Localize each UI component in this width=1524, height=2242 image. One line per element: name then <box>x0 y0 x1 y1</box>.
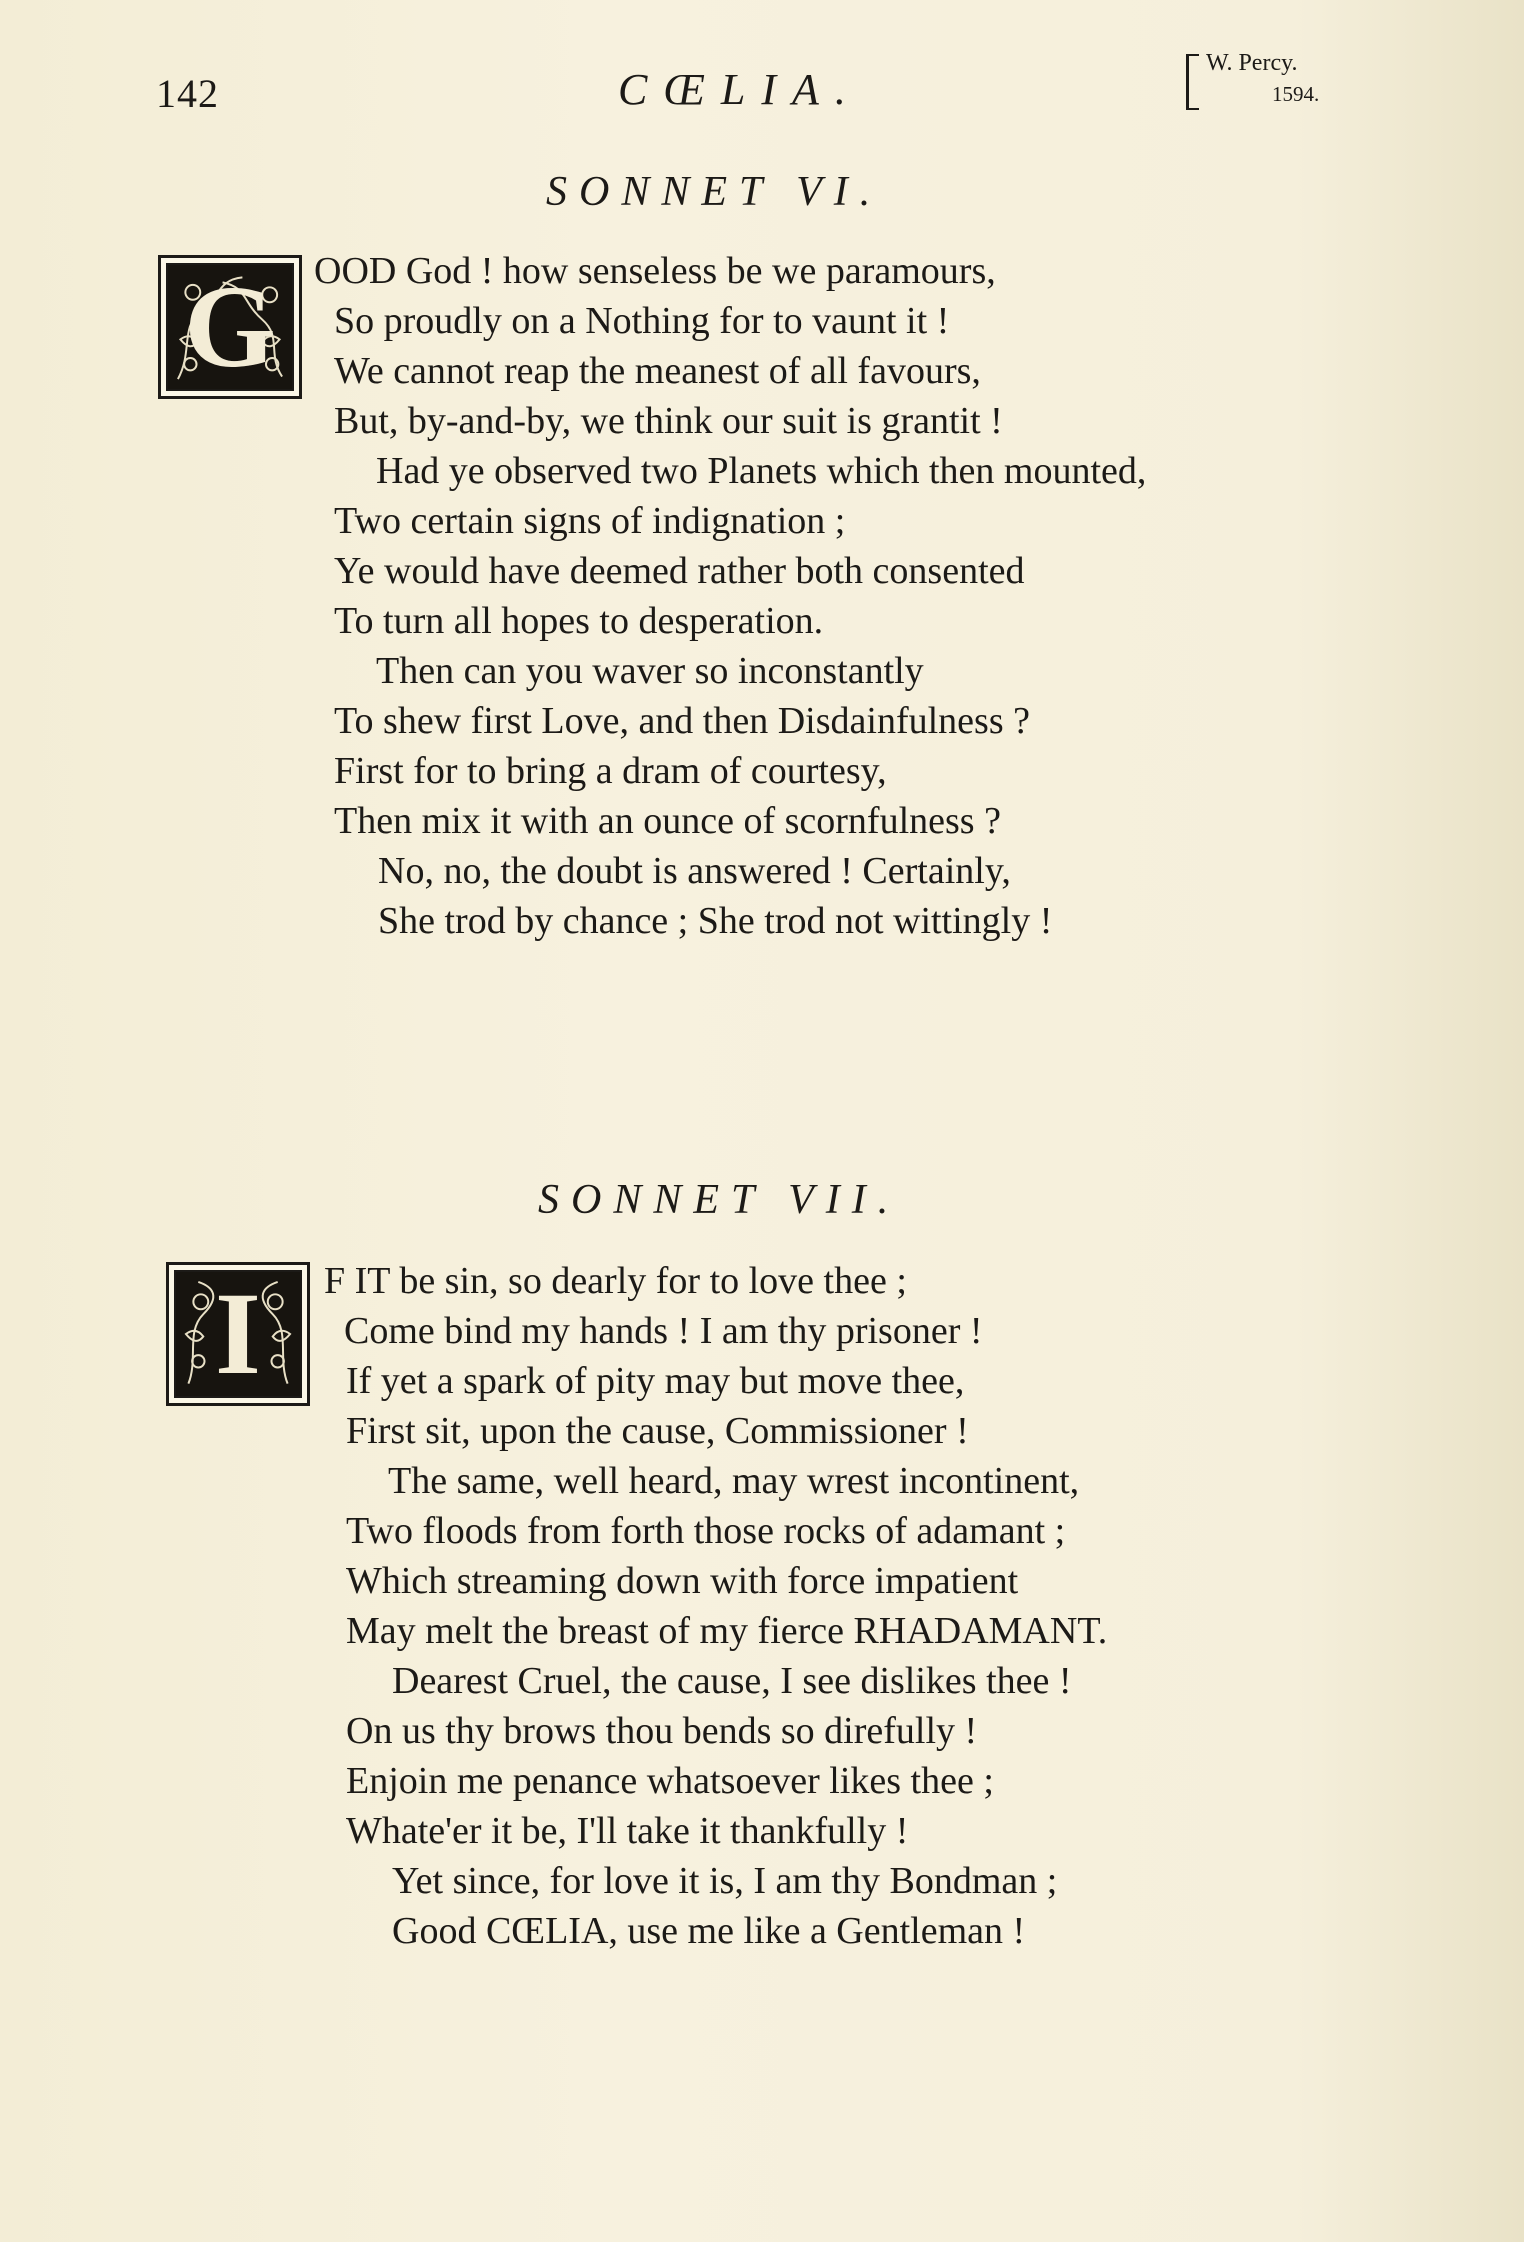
verse-line: On us thy brows thou bends so direfully ! <box>346 1710 978 1752</box>
verse-line: She trod by chance ; She trod not wittingly ! <box>378 900 1053 942</box>
sonnet-title: SONNET VI. <box>546 169 883 215</box>
drop-cap-letter: G <box>184 263 276 391</box>
verse-line: To turn all hopes to desperation. <box>334 600 824 642</box>
drop-cap-ornament <box>166 263 294 391</box>
verse-line: So proudly on a Nothing for to vaunt it ! <box>334 300 950 342</box>
attribution <box>1186 50 1336 112</box>
attribution-year: 1594. <box>1272 82 1320 106</box>
verse-line: We cannot reap the meanest of all favours, <box>334 350 981 392</box>
drop-cap-ornament <box>174 1270 302 1398</box>
verse-line: F IT be sin, so dearly for to love thee ; <box>324 1260 907 1302</box>
verse-line: OOD God ! how senseless be we paramours, <box>314 250 996 292</box>
drop-cap <box>158 255 302 399</box>
verse-line: The same, well heard, may wrest incontinent, <box>388 1460 1080 1502</box>
verse-line: But, by-and-by, we think our suit is grantit ! <box>334 400 1003 442</box>
verse-line: Yet since, for love it is, I am thy Bondman ; <box>392 1860 1058 1902</box>
verse-line: Ye would have deemed rather both consented <box>334 550 1025 592</box>
drop-cap <box>166 1262 310 1406</box>
drop-cap-letter: I <box>215 1270 261 1398</box>
verse-line: Two certain signs of indignation ; <box>334 500 846 542</box>
verse-line: Whate'er it be, I'll take it thankfully ! <box>346 1810 909 1852</box>
running-title: CŒLIA. <box>618 65 862 114</box>
verse-line: Come bind my hands ! I am thy prisoner ! <box>344 1310 983 1352</box>
verse-line: Which streaming down with force impatient <box>346 1560 1019 1602</box>
verse-line: To shew first Love, and then Disdainfulness ? <box>334 700 1030 742</box>
verse-line: Enjoin me penance whatsoever likes thee ; <box>346 1760 994 1802</box>
verse-line: May melt the breast of my fierce RHADAMANT. <box>346 1610 1108 1652</box>
verse-line: Had ye observed two Planets which then mounted, <box>376 450 1147 492</box>
attribution-bracket <box>1186 54 1199 110</box>
verse-line: First sit, upon the cause, Commissioner ! <box>346 1410 969 1452</box>
verse-line: First for to bring a dram of courtesy, <box>334 750 887 792</box>
sonnet-title: SONNET VII. <box>538 1177 901 1223</box>
verse-line: If yet a spark of pity may but move thee, <box>346 1360 965 1402</box>
verse-line: Good CŒLIA, use me like a Gentleman ! <box>392 1910 1026 1952</box>
verse-line: Then mix it with an ounce of scornfulness ? <box>334 800 1001 842</box>
verse-line: Dearest Cruel, the cause, I see dislikes thee ! <box>392 1660 1072 1702</box>
verse-line: Then can you waver so inconstantly <box>376 650 924 692</box>
page-number: 142 <box>156 71 219 116</box>
verse-line: No, no, the doubt is answered ! Certainly, <box>378 850 1011 892</box>
attribution-author: W. Percy. <box>1206 50 1298 76</box>
verse-line: Two floods from forth those rocks of adamant ; <box>346 1510 1066 1552</box>
